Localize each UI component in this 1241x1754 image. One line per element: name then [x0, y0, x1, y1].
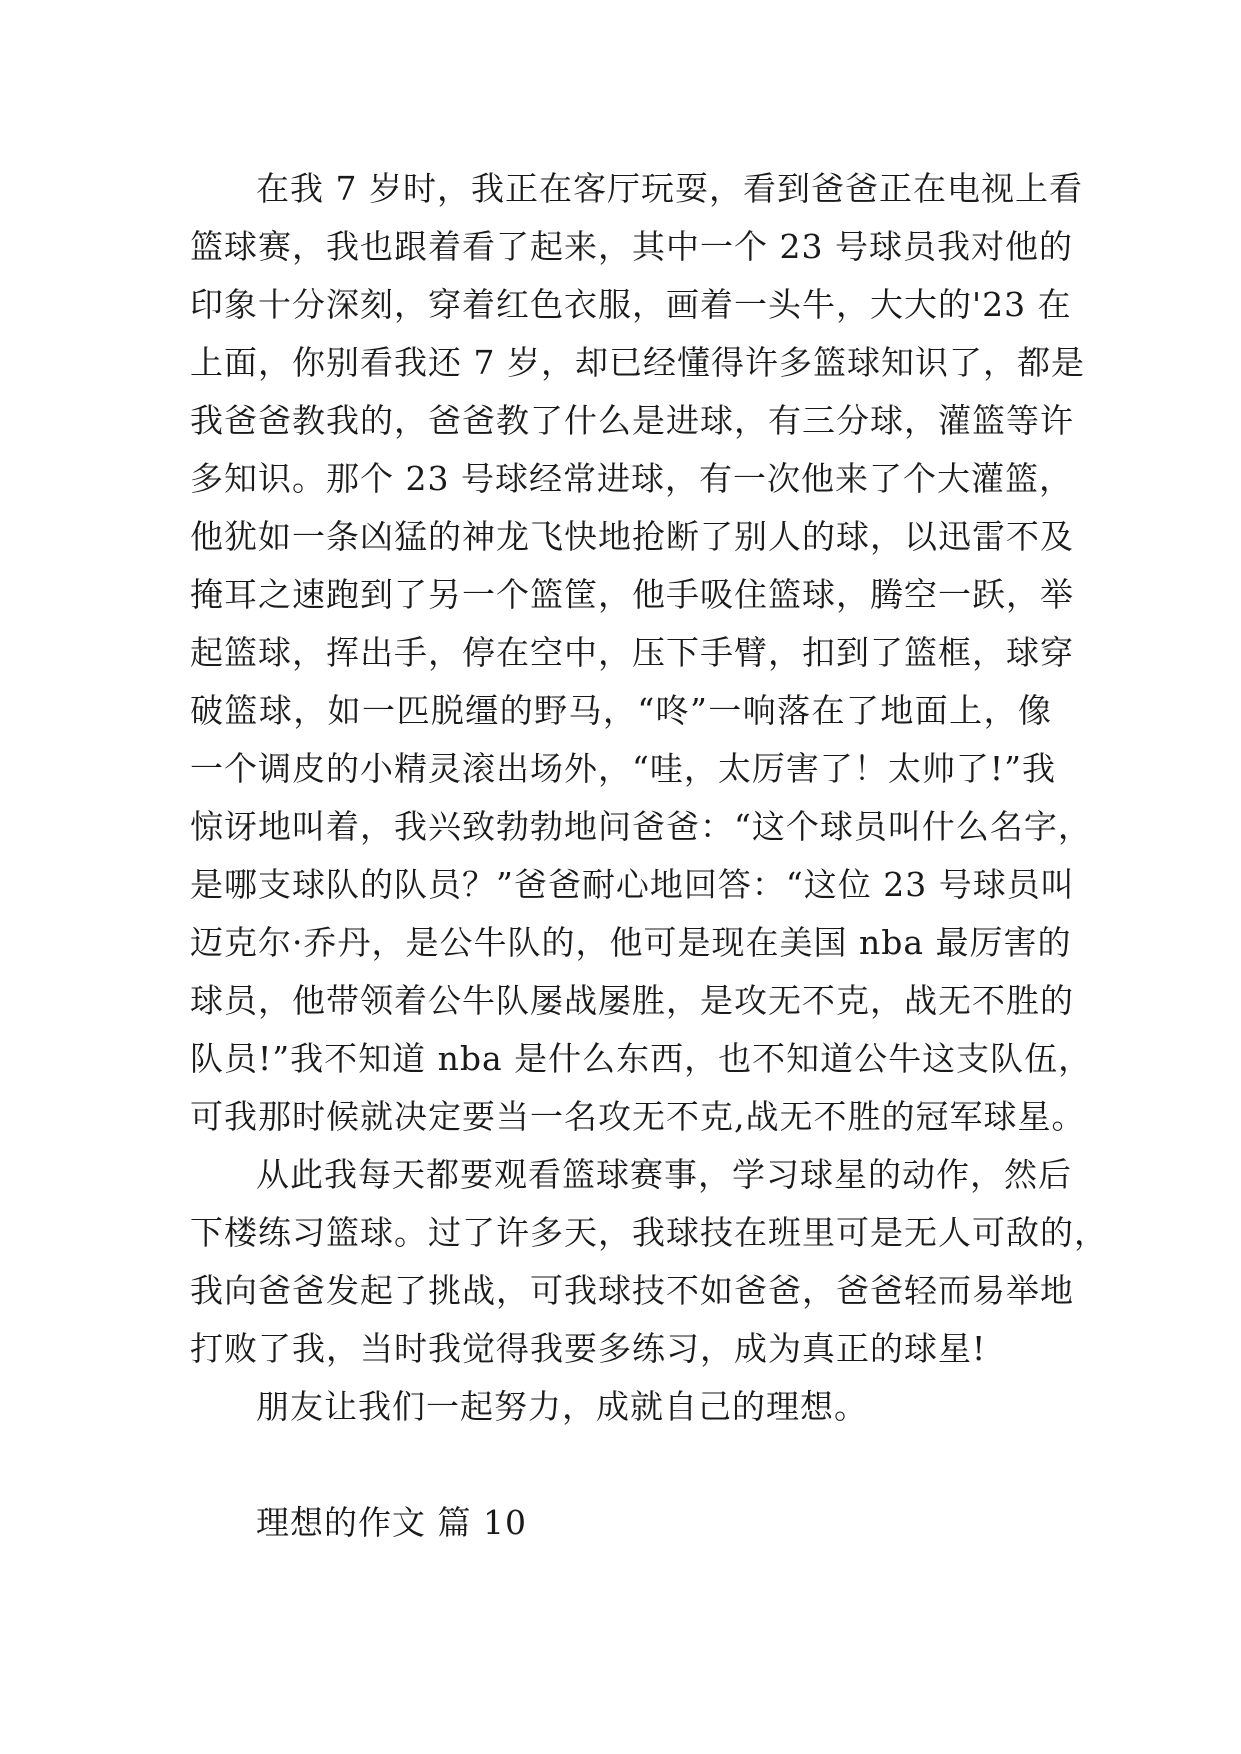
text-line: 球员，他带领着公牛队屡战屡胜，是攻无不克，战无不胜的 [190, 981, 1074, 1020]
text-line: 迈克尔·乔丹，是公牛队的，他可是现在美国 nba 最厉害的 [190, 923, 1072, 962]
text-line: 下楼练习篮球。过了许多天，我球技在班里可是无人可敌的， [190, 1213, 1108, 1252]
text-line: 队员!”我不知道 nba 是什么东西，也不知道公牛这支队伍， [190, 1039, 1093, 1078]
text-line: 惊讶地叫着，我兴致勃勃地问爸爸：“这个球员叫什么名字， [190, 807, 1092, 846]
text-line: 上面，你别看我还 7 岁，却已经懂得许多篮球知识了，都是 [190, 343, 1085, 382]
text-line: 打败了我，当时我觉得我要多练习，成为真正的球星! [190, 1329, 987, 1368]
text-line: 起篮球，挥出手，停在空中，压下手臂，扣到了篮框，球穿 [190, 633, 1074, 672]
text-line: 在我 7 岁时，我正在客厅玩耍，看到爸爸正在电视上看 [256, 169, 1083, 208]
text-line: 一个调皮的小精灵滚出场外，“哇，太厉害了！太帅了!”我 [190, 749, 1057, 788]
text-line: 掩耳之速跑到了另一个篮筐，他手吸住篮球，腾空一跃，举 [190, 575, 1074, 614]
blank-line [190, 1436, 1052, 1494]
text-line: 可我那时候就决定要当一名攻无不克,战无不胜的冠军球星。 [190, 1097, 1086, 1136]
document-page [190, 160, 1108, 1552]
text-line: 印象十分深刻，穿着红色衣服，画着一头牛，大大的'23 在 [190, 285, 1072, 324]
text-line: 是哪支球队的队员？”爸爸耐心地回答：“这位 23 号球员叫 [190, 865, 1075, 904]
text-line: 篮球赛，我也跟着看了起来，其中一个 23 号球员我对他的 [190, 227, 1073, 266]
paragraph-1 [190, 160, 1093, 1146]
text-line: 他犹如一条凶猛的神龙飞快地抢断了别人的球，以迅雷不及 [190, 517, 1074, 556]
text-line: 破篮球，如一匹脱缰的野马，“咚”一响落在了地面上，像 [190, 691, 1052, 730]
text-line: 从此我每天都要观看篮球赛事，学习球星的动作，然后 [256, 1155, 1072, 1194]
text-line: 我向爸爸发起了挑战，可我球技不如爸爸，爸爸轻而易举地 [190, 1271, 1074, 1310]
paragraph-2 [190, 1146, 1108, 1378]
text-line: 我爸爸教我的，爸爸教了什么是进球，有三分球，灌篮等许 [190, 401, 1074, 440]
text-line: 多知识。那个 23 号球经常进球，有一次他来了个大灌篮， [190, 459, 1073, 498]
paragraph-3 [190, 1378, 1052, 1436]
text-line: 朋友让我们一起努力，成就自己的理想。 [256, 1387, 868, 1426]
section-heading: 理想的作文 篇 10 [256, 1503, 527, 1542]
